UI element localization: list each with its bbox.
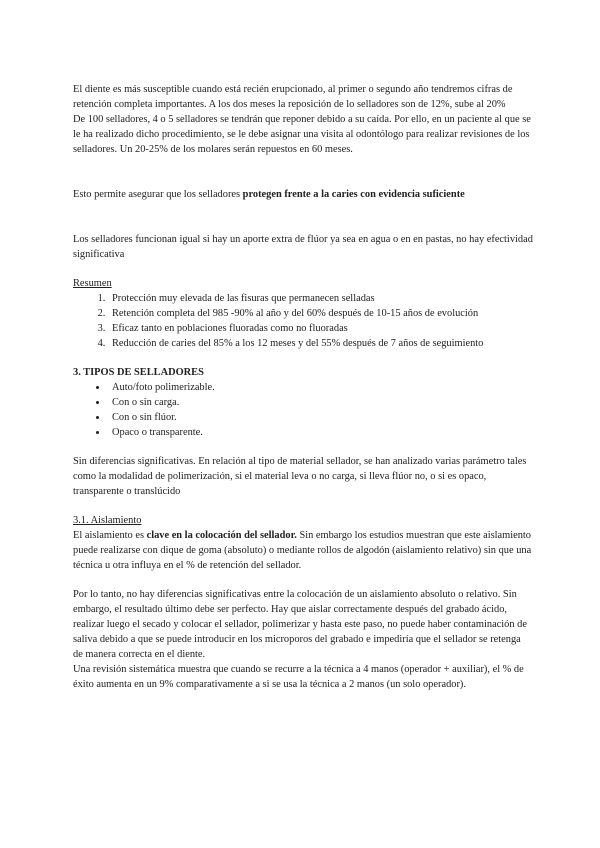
document-page: [73, 82, 533, 692]
list-item: 4. Reducción de caries del 85% a los 12 meses y del 55% después de 7 años de seguimiento: [108, 336, 533, 351]
paragraph-fluor: Los selladores funcionan igual si hay un aporte extra de flúor ya sea en agua o en en pastas, no hay efectividad significativa: [73, 234, 533, 260]
paragraph-replacement: De 100 selladores, 4 o 5 selladores se tendrán que reponer debido a su caída. Por ello, en un paciente al que se le ha realizado dicho procedimiento, se le debe asignar una visita al odontólogo para realizar revisiones de los selladores. Un 20-25% de los molares serán repuestos en 60 meses.: [73, 114, 531, 155]
subsection-heading-aislamiento: 3.1. Aislamiento: [73, 515, 142, 526]
paragraph-conclusion: Por lo tanto, no hay diferencias significativas entre la colocación de un aislamiento absoluto o relativo. Sin embargo, el resultado último debe ser perfecto. Hay que aislar correctamente después del grabado ácido, realizar luego el secado y colocar el sellador, polimerizar y hasta este paso, no puede haber contaminación de saliva debido a que se puede introducir en los microporos del grabado e impediría que el sellador se retenga de manera correcta en el diente.: [73, 589, 527, 660]
resumen-list: [73, 291, 533, 351]
list-item: 2. Retención completa del 985 -90% al año y del 60% después de 10-15 años de evolución: [108, 306, 533, 321]
list-item: • Con o sin carga.: [108, 395, 533, 410]
aislamiento-text-cont: Sin embargo los estudios muestran que este aislamiento puede realizarse con dique de goma (absoluto) o mediante rollos de algodón (aislamiento relativo) sin que una técnica u otra influya en el % de retención del sellador.: [73, 530, 532, 571]
aislamiento-bold-text: clave en la colocación del sellador.: [146, 530, 297, 541]
list-item: 1. Protección muy elevada de las fisuras que permanecen selladas: [108, 291, 533, 306]
list-item: 3. Eficaz tanto en poblaciones fluoradas como no fluoradas: [108, 321, 533, 336]
paragraph-retention: El diente es más susceptible cuando está recién erupcionado, al primer o segundo año tendremos cifras de retención completa importantes. A los dos meses la reposición de lo selladores son de 12%, sube al 20%: [73, 84, 513, 110]
paragraph-protection: [73, 187, 533, 202]
protection-text: Esto permite asegurar que los selladores: [73, 189, 243, 200]
list-item: • Opaco o transparente.: [108, 425, 533, 440]
list-item: • Con o sin flúor.: [108, 410, 533, 425]
paragraph-revision: Una revisión sistemática muestra que cuando se recurre a la técnica a 4 manos (operador + auxiliar), el % de éxito aumenta en un 9% comparativamente a si se usa la técnica a 2 manos (un solo operador).: [73, 664, 524, 690]
section-heading-tipos: 3. TIPOS DE SELLADORES: [73, 367, 204, 378]
paragraph-aislamiento: [73, 528, 533, 573]
aislamiento-text: El aislamiento es: [73, 530, 147, 541]
resumen-heading: Resumen: [73, 278, 112, 289]
list-item: • Auto/foto polimerizable.: [108, 380, 533, 395]
tipos-list: [73, 380, 533, 440]
paragraph-material: Sin diferencias significativas. En relación al tipo de material sellador, se han analizado varias parámetro tales como la modalidad de polimerización, si el material leva o no carga, si lleva flúor no, o si es opaco, transparente o translúcido: [73, 456, 527, 497]
protection-bold-text: protegen frente a la caries con evidencia suficiente: [242, 189, 465, 200]
